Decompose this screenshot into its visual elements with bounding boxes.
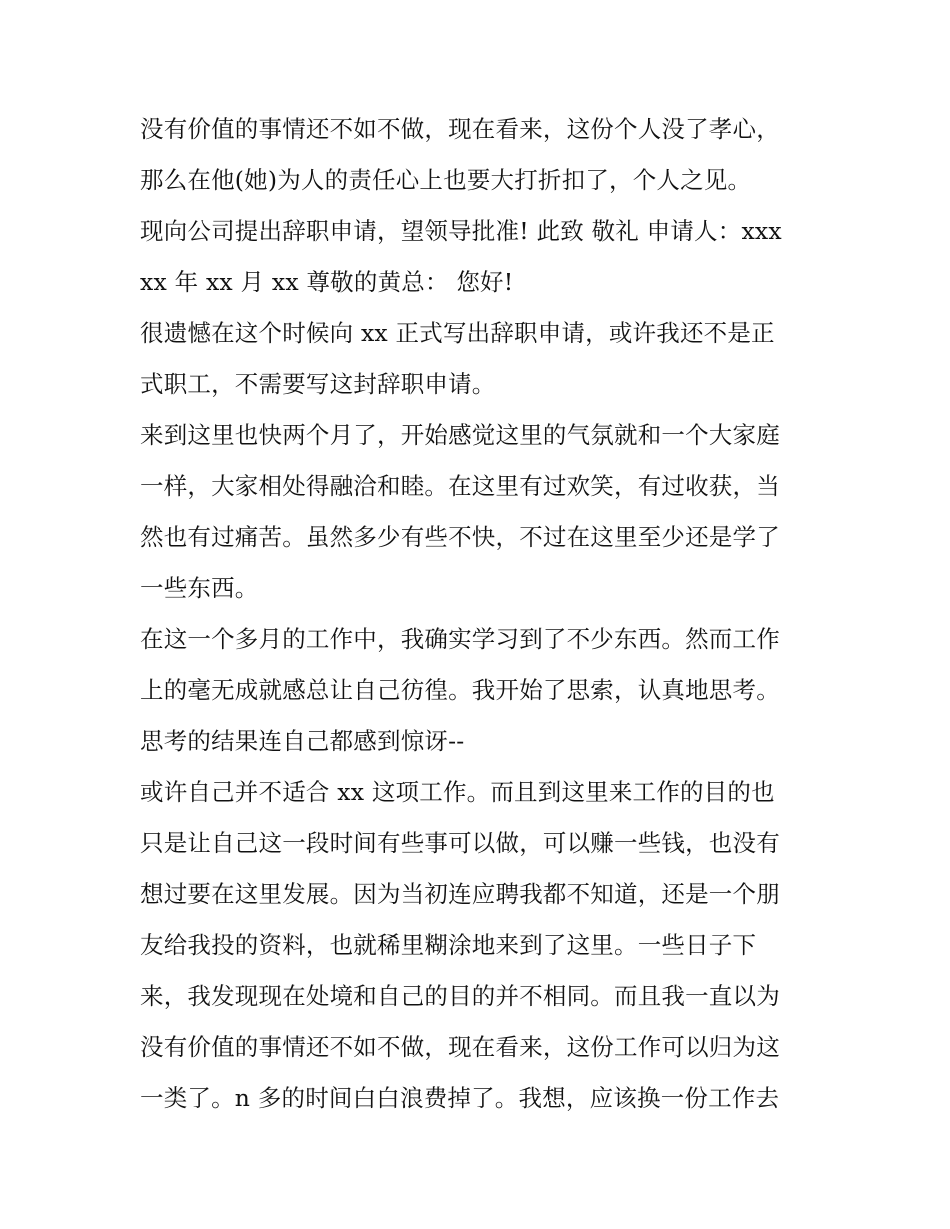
text-line: 友给我投的资料，也就稀里糊涂地来到了这里。一些日子下 (140, 931, 757, 959)
text-line: 那么在他(她)为人的责任心上也要大打折扣了，个人之见。 (140, 166, 752, 194)
text-line: 现向公司提出辞职申请，望领导批准! 此致 敬礼 申请人：xxx (140, 217, 782, 245)
text-line: 思考的结果连自己都感到惊讶-- (140, 727, 465, 755)
text-line: 没有价值的事情还不如不做，现在看来，这份工作可以归为这 (140, 1033, 780, 1061)
text-line: 一些东西。 (140, 574, 259, 602)
text-line: xx 年 xx 月 xx 尊敬的黄总： 您好! (140, 268, 514, 296)
text-line: 上的毫无成就感总让自己彷徨。我开始了思索，认真地思考。 (140, 676, 780, 704)
text-line: 或许自己并不适合 xx 这项工作。而且到这里来工作的目的也 (140, 778, 775, 806)
text-line: 没有价值的事情还不如不做，现在看来，这份个人没了孝心， (140, 115, 780, 143)
text-line: 来，我发现现在处境和自己的目的并不相同。而且我一直以为 (140, 982, 780, 1010)
text-line: 然也有过痛苦。虽然多少有些不快，不过在这里至少还是学了 (140, 523, 780, 551)
body-text (140, 104, 830, 1124)
text-line: 在这一个多月的工作中，我确实学习到了不少东西。然而工作 (140, 625, 780, 653)
text-line: 来到这里也快两个月了，开始感觉这里的气氛就和一个大家庭 (140, 421, 780, 449)
text-line: 想过要在这里发展。因为当初连应聘我都不知道，还是一个朋 (140, 880, 780, 908)
text-line: 一类了。n 多的时间白白浪费掉了。我想，应该换一份工作去 (140, 1084, 780, 1112)
text-line: 很遗憾在这个时候向 xx 正式写出辞职申请，或许我还不是正 (140, 319, 775, 347)
text-line: 一样，大家相处得融洽和睦。在这里有过欢笑，有过收获，当 (140, 472, 780, 500)
text-line: 式职工，不需要写这封辞职申请。 (140, 370, 496, 398)
text-line: 只是让自己这一段时间有些事可以做，可以赚一些钱，也没有 (140, 829, 780, 857)
